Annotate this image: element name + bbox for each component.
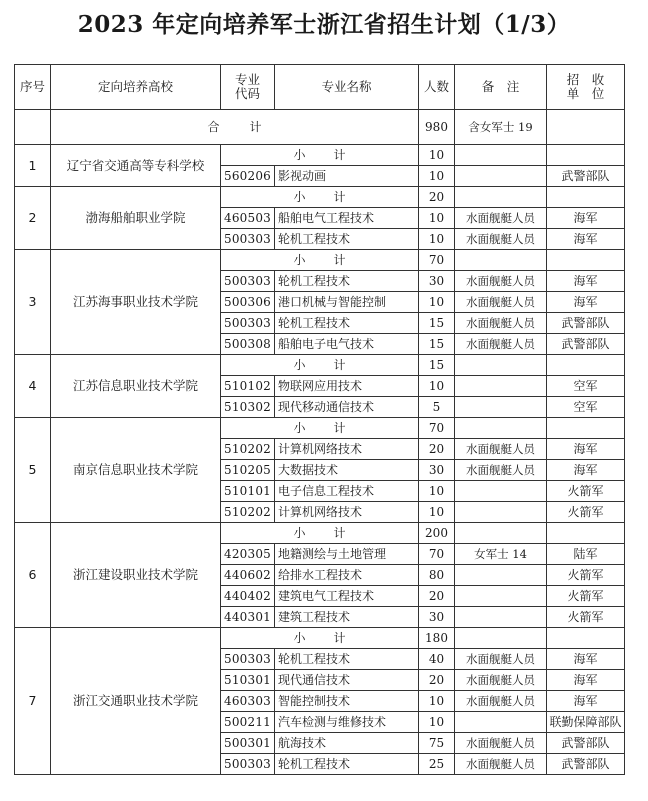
- major-name: 大数据技术: [275, 460, 419, 481]
- school-name: 南京信息职业技术学院: [51, 418, 221, 523]
- subtotal-count: 10: [419, 145, 455, 166]
- major-unit: 武警部队: [547, 754, 625, 775]
- subtotal-unit: [547, 523, 625, 544]
- major-count: 10: [419, 229, 455, 250]
- enrollment-plan-table: [14, 64, 625, 775]
- school-seq: 4: [15, 355, 51, 418]
- major-note: 水面舰艇人员: [455, 271, 547, 292]
- major-note: 水面舰艇人员: [455, 460, 547, 481]
- major-unit: 火箭军: [547, 565, 625, 586]
- major-unit: 海军: [547, 649, 625, 670]
- major-unit: 火箭军: [547, 502, 625, 523]
- major-unit: 海军: [547, 271, 625, 292]
- header-code-line1: 专业: [234, 72, 260, 87]
- major-count: 10: [419, 481, 455, 502]
- major-code: 500301: [221, 733, 275, 754]
- subtotal-row: [15, 355, 625, 376]
- major-unit: 海军: [547, 229, 625, 250]
- total-unit: [547, 110, 625, 145]
- major-unit: 火箭军: [547, 481, 625, 502]
- major-name: 建筑电气工程技术: [275, 586, 419, 607]
- major-unit: 联勤保障部队: [547, 712, 625, 733]
- major-count: 20: [419, 439, 455, 460]
- school-seq: 5: [15, 418, 51, 523]
- major-name: 船舶电子电气技术: [275, 334, 419, 355]
- major-code: 510202: [221, 502, 275, 523]
- major-code: 510102: [221, 376, 275, 397]
- subtotal-label: 小计: [221, 628, 419, 649]
- major-note: [455, 502, 547, 523]
- major-count: 15: [419, 334, 455, 355]
- subtotal-note: [455, 628, 547, 649]
- total-blank: [15, 110, 51, 145]
- total-note: 含女军士 19: [455, 110, 547, 145]
- header-unit: [547, 65, 625, 110]
- major-count: 20: [419, 670, 455, 691]
- major-count: 30: [419, 271, 455, 292]
- subtotal-label: 小计: [221, 145, 419, 166]
- school-name: 江苏信息职业技术学院: [51, 355, 221, 418]
- total-count: 980: [419, 110, 455, 145]
- subtotal-unit: [547, 250, 625, 271]
- major-unit: 海军: [547, 691, 625, 712]
- major-note: 水面舰艇人员: [455, 229, 547, 250]
- subtotal-unit: [547, 355, 625, 376]
- subtotal-row: [15, 145, 625, 166]
- major-name: 轮机工程技术: [275, 754, 419, 775]
- subtotal-row: [15, 628, 625, 649]
- school-name: 江苏海事职业技术学院: [51, 250, 221, 355]
- major-note: 女军士 14: [455, 544, 547, 565]
- major-code: 500308: [221, 334, 275, 355]
- major-code: 440602: [221, 565, 275, 586]
- header-unit-line2: 单 位: [566, 86, 605, 101]
- subtotal-row: [15, 250, 625, 271]
- subtotal-count: 70: [419, 250, 455, 271]
- subtotal-label: 小计: [221, 250, 419, 271]
- major-name: 计算机网络技术: [275, 439, 419, 460]
- major-name: 智能控制技术: [275, 691, 419, 712]
- subtotal-row: [15, 523, 625, 544]
- subtotal-note: [455, 523, 547, 544]
- major-code: 500303: [221, 649, 275, 670]
- subtotal-unit: [547, 145, 625, 166]
- subtotal-unit: [547, 187, 625, 208]
- major-name: 建筑工程技术: [275, 607, 419, 628]
- major-code: 510205: [221, 460, 275, 481]
- major-note: 水面舰艇人员: [455, 313, 547, 334]
- major-code: 420305: [221, 544, 275, 565]
- header-code: [221, 65, 275, 110]
- total-row: [15, 110, 625, 145]
- major-name: 计算机网络技术: [275, 502, 419, 523]
- major-name: 物联网应用技术: [275, 376, 419, 397]
- major-name: 给排水工程技术: [275, 565, 419, 586]
- major-code: 440402: [221, 586, 275, 607]
- subtotal-note: [455, 355, 547, 376]
- major-name: 影视动画: [275, 166, 419, 187]
- major-note: 水面舰艇人员: [455, 292, 547, 313]
- major-code: 510202: [221, 439, 275, 460]
- major-code: 500211: [221, 712, 275, 733]
- major-code: 500306: [221, 292, 275, 313]
- major-name: 轮机工程技术: [275, 271, 419, 292]
- header-count: 人数: [419, 65, 455, 110]
- header-seq: 序号: [15, 65, 51, 110]
- major-code: 510302: [221, 397, 275, 418]
- major-note: [455, 712, 547, 733]
- major-code: 510101: [221, 481, 275, 502]
- major-unit: 武警部队: [547, 334, 625, 355]
- major-count: 5: [419, 397, 455, 418]
- major-name: 轮机工程技术: [275, 313, 419, 334]
- major-name: 现代移动通信技术: [275, 397, 419, 418]
- major-name: 轮机工程技术: [275, 649, 419, 670]
- major-name: 地籍测绘与土地管理: [275, 544, 419, 565]
- major-count: 75: [419, 733, 455, 754]
- school-name: 辽宁省交通高等专科学校: [51, 145, 221, 187]
- major-count: 30: [419, 460, 455, 481]
- header-note: 备 注: [455, 65, 547, 110]
- major-count: 25: [419, 754, 455, 775]
- major-unit: 海军: [547, 439, 625, 460]
- subtotal-row: [15, 418, 625, 439]
- major-code: 500303: [221, 271, 275, 292]
- major-unit: 海军: [547, 670, 625, 691]
- school-seq: 2: [15, 187, 51, 250]
- major-count: 10: [419, 691, 455, 712]
- major-code: 500303: [221, 313, 275, 334]
- major-name: 轮机工程技术: [275, 229, 419, 250]
- major-unit: 武警部队: [547, 166, 625, 187]
- major-name: 汽车检测与维修技术: [275, 712, 419, 733]
- major-unit: 武警部队: [547, 313, 625, 334]
- major-count: 80: [419, 565, 455, 586]
- subtotal-note: [455, 418, 547, 439]
- major-note: 水面舰艇人员: [455, 208, 547, 229]
- major-note: 水面舰艇人员: [455, 649, 547, 670]
- major-count: 10: [419, 712, 455, 733]
- major-unit: 空军: [547, 397, 625, 418]
- major-count: 15: [419, 313, 455, 334]
- school-seq: 3: [15, 250, 51, 355]
- major-name: 航海技术: [275, 733, 419, 754]
- subtotal-count: 70: [419, 418, 455, 439]
- subtotal-count: 15: [419, 355, 455, 376]
- subtotal-count: 200: [419, 523, 455, 544]
- major-unit: 海军: [547, 208, 625, 229]
- header-major: 专业名称: [275, 65, 419, 110]
- major-code: 460303: [221, 691, 275, 712]
- major-count: 10: [419, 292, 455, 313]
- subtotal-note: [455, 187, 547, 208]
- major-note: [455, 607, 547, 628]
- major-count: 70: [419, 544, 455, 565]
- header-row: [15, 65, 625, 110]
- major-note: 水面舰艇人员: [455, 670, 547, 691]
- major-count: 30: [419, 607, 455, 628]
- major-note: 水面舰艇人员: [455, 439, 547, 460]
- school-seq: 1: [15, 145, 51, 187]
- major-name: 电子信息工程技术: [275, 481, 419, 502]
- major-code: 440301: [221, 607, 275, 628]
- subtotal-count: 180: [419, 628, 455, 649]
- major-name: 现代通信技术: [275, 670, 419, 691]
- major-code: 460503: [221, 208, 275, 229]
- major-note: [455, 166, 547, 187]
- header-school: 定向培养高校: [51, 65, 221, 110]
- major-name: 船舶电气工程技术: [275, 208, 419, 229]
- subtotal-row: [15, 187, 625, 208]
- subtotal-label: 小计: [221, 187, 419, 208]
- school-seq: 7: [15, 628, 51, 775]
- major-note: [455, 397, 547, 418]
- subtotal-note: [455, 250, 547, 271]
- major-unit: 武警部队: [547, 733, 625, 754]
- subtotal-note: [455, 145, 547, 166]
- major-unit: 空军: [547, 376, 625, 397]
- major-note: [455, 376, 547, 397]
- major-unit: 火箭军: [547, 586, 625, 607]
- major-note: [455, 565, 547, 586]
- major-unit: 陆军: [547, 544, 625, 565]
- major-note: [455, 586, 547, 607]
- header-code-line2: 代码: [234, 86, 260, 101]
- major-name: 港口机械与智能控制: [275, 292, 419, 313]
- major-note: 水面舰艇人员: [455, 754, 547, 775]
- major-unit: 海军: [547, 292, 625, 313]
- page-title: 2023 年定向培养军士浙江省招生计划（1/3）: [77, 11, 571, 38]
- school-name: 浙江交通职业技术学院: [51, 628, 221, 775]
- school-name: 浙江建设职业技术学院: [51, 523, 221, 628]
- major-count: 40: [419, 649, 455, 670]
- header-unit-line1: 招 收: [566, 72, 605, 87]
- major-code: 510301: [221, 670, 275, 691]
- subtotal-unit: [547, 418, 625, 439]
- subtotal-label: 小计: [221, 355, 419, 376]
- major-note: [455, 481, 547, 502]
- school-seq: 6: [15, 523, 51, 628]
- major-unit: 火箭军: [547, 607, 625, 628]
- major-count: 20: [419, 586, 455, 607]
- major-code: 560206: [221, 166, 275, 187]
- major-code: 500303: [221, 754, 275, 775]
- subtotal-unit: [547, 628, 625, 649]
- school-name: 渤海船舶职业学院: [51, 187, 221, 250]
- subtotal-label: 小计: [221, 523, 419, 544]
- major-count: 10: [419, 376, 455, 397]
- total-label: 合计: [51, 110, 419, 145]
- major-count: 10: [419, 502, 455, 523]
- major-count: 10: [419, 166, 455, 187]
- subtotal-label: 小计: [221, 418, 419, 439]
- subtotal-count: 20: [419, 187, 455, 208]
- major-note: 水面舰艇人员: [455, 733, 547, 754]
- major-code: 500303: [221, 229, 275, 250]
- major-count: 10: [419, 208, 455, 229]
- major-note: 水面舰艇人员: [455, 334, 547, 355]
- major-note: 水面舰艇人员: [455, 691, 547, 712]
- major-unit: 海军: [547, 460, 625, 481]
